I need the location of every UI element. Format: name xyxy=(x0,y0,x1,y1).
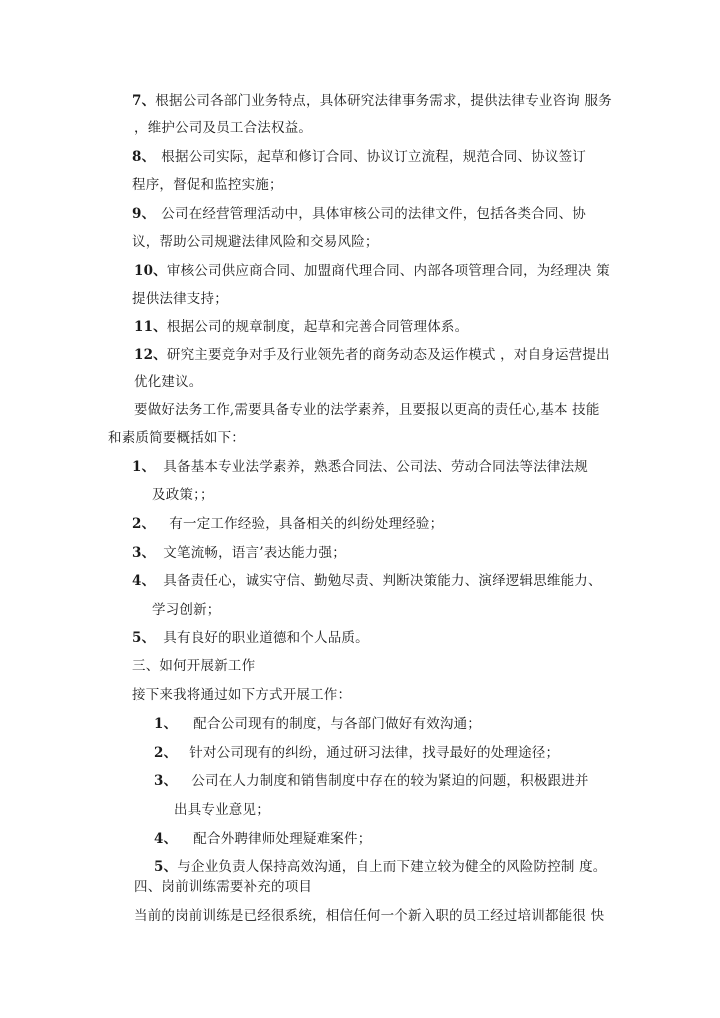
quality-item-1-cont: 及政策；； xyxy=(152,487,214,503)
duty-item-8 xyxy=(132,148,586,166)
quality-item-5 xyxy=(132,629,369,647)
duty-item-10 xyxy=(134,262,610,280)
quality-intro-line-2: 和素质简要概括如下： xyxy=(108,430,245,446)
item-text: 具备基本专业法学素养，熟悉合同法、公司法、劳动合同法等法律法规 xyxy=(163,459,588,475)
duty-item-9-cont: 议，帮助公司规避法律风险和交易风险； xyxy=(132,234,379,250)
item-text: 公司在人力制度和销售制度中存在的较为紧迫的问题，积极跟进并 xyxy=(191,773,589,789)
quality-item-1 xyxy=(132,458,588,476)
plan-item-3 xyxy=(154,772,589,790)
item-text: 具有良好的职业道德和个人品质。 xyxy=(163,630,369,646)
item-number: 10、 xyxy=(134,263,167,279)
duty-item-7 xyxy=(132,92,612,110)
item-text: 具备责任心，诚实守信、勤勉尽责、判断决策能力、演绎逻辑思维能力、 xyxy=(163,573,602,589)
duty-item-10-cont: 提供法律支持； xyxy=(132,291,228,307)
item-text: 审核公司供应商合同、加盟商代理合同、内部各项管理合同，为经理决 策 xyxy=(166,263,610,279)
quality-item-3 xyxy=(132,544,346,562)
quality-item-4 xyxy=(132,572,602,590)
plan-intro: 接下来我将通过如下方式开展工作： xyxy=(132,687,352,703)
item-text: 文笔流畅，语言’表达能力强； xyxy=(163,545,346,561)
duty-item-9 xyxy=(132,205,586,223)
item-number: 5、 xyxy=(154,859,178,875)
quality-item-4-cont: 学习创新； xyxy=(152,602,221,618)
item-text: 与企业负责人保持高效沟通，自上而下建立较为健全的风险防控制 度。 xyxy=(177,859,607,875)
item-text: 根据公司各部门业务特点，具体研究法律事务需求，提供法律专业咨询 服务 xyxy=(155,93,612,109)
item-text: 配合外聘律师处理疑难案件； xyxy=(193,831,372,847)
item-number: 1、 xyxy=(154,716,178,732)
item-text: 有一定工作经验，具备相关的纠纷处理经验； xyxy=(169,516,444,532)
plan-item-4 xyxy=(154,830,371,848)
plan-item-1 xyxy=(154,715,481,733)
item-number: 4、 xyxy=(154,831,178,847)
item-number: 1、 xyxy=(132,459,156,475)
item-number: 3、 xyxy=(132,545,156,561)
item-number: 11、 xyxy=(134,319,167,335)
final-paragraph: 当前的岗前训练是已经很系统，相信任何一个新入职的员工经过培训都能很 快 xyxy=(134,908,605,924)
item-text: 针对公司现有的纠纷，通过研习法律，找寻最好的处理途径； xyxy=(189,745,560,761)
item-number: 7、 xyxy=(132,93,156,109)
item-number: 4、 xyxy=(132,573,156,589)
item-text: 根据公司的规章制度，起草和完善合同管理体系。 xyxy=(166,319,469,335)
item-number: 2、 xyxy=(154,745,178,761)
plan-item-5 xyxy=(154,858,607,876)
duty-item-8-cont: 程序，督促和监控实施； xyxy=(132,177,283,193)
item-number: 9、 xyxy=(132,206,156,222)
item-number: 3、 xyxy=(154,773,178,789)
plan-item-2 xyxy=(154,744,559,762)
duty-item-7-cont: ，维护公司及员工合法权益。 xyxy=(134,120,313,136)
duty-item-11 xyxy=(134,318,468,336)
section-heading-3: 三、如何开展新工作 xyxy=(132,658,256,674)
item-text: 研究主要竞争对手及行业领先者的商务动态及运作模式 ，对自身运营提出 xyxy=(166,347,610,363)
plan-item-3-cont: 出具专业意见； xyxy=(174,802,270,818)
duty-item-12 xyxy=(134,346,610,364)
item-text: 根据公司实际，起草和修订合同、协议订立流程，规范合同、协议签订 xyxy=(161,149,586,165)
item-text: 公司在经营管理活动中，具体审核公司的法律文件，包括各类合同、协 xyxy=(161,206,586,222)
item-number: 8、 xyxy=(132,149,156,165)
item-text: 配合公司现有的制度，与各部门做好有效沟通； xyxy=(193,716,481,732)
duty-item-12-cont: 优化建议。 xyxy=(134,374,203,390)
quality-intro-line-1: 要做好法务工作,需要具备专业的法学素养，且要报以更高的责任心,基本 技能 xyxy=(134,402,600,418)
item-number: 5、 xyxy=(132,630,156,646)
item-number: 2、 xyxy=(132,516,156,532)
quality-item-2 xyxy=(132,515,443,533)
item-number: 12、 xyxy=(134,347,167,363)
section-heading-4: 四、岗前训练需要补充的项目 xyxy=(134,879,313,895)
